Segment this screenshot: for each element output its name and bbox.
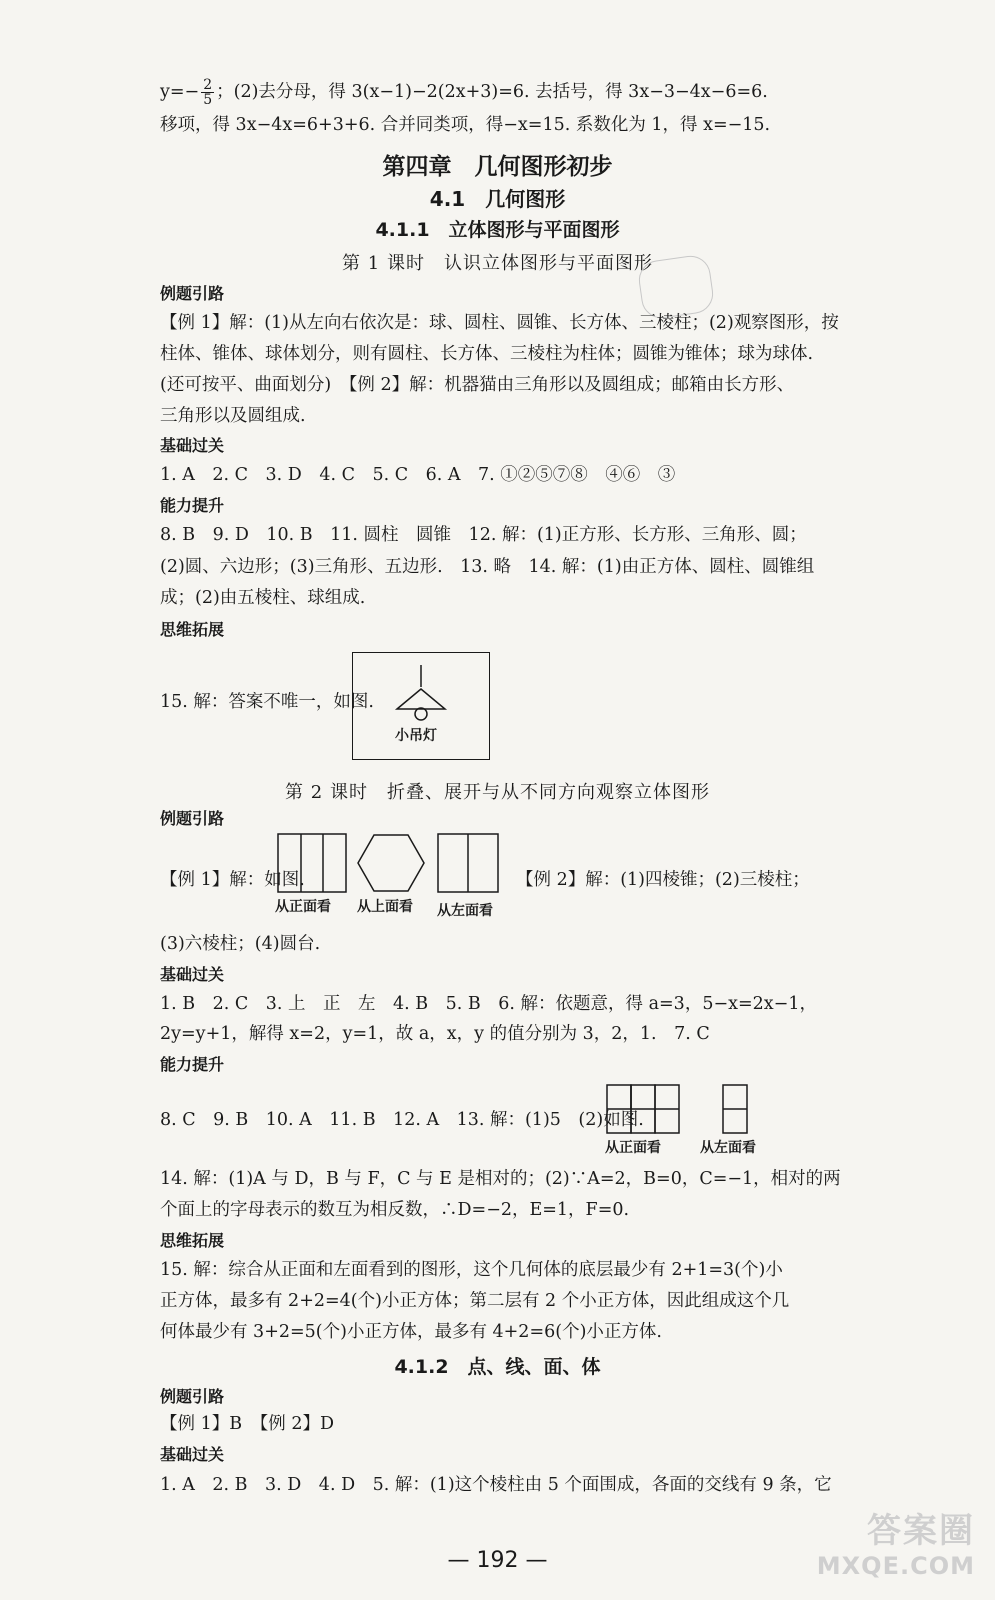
label-examples-1: 例题引路 — [160, 284, 225, 303]
subsection-title-1: 4.1.1 立体图形与平面图形 — [375, 219, 620, 241]
l1-ex-line-d: 三角形以及圆组成. — [160, 406, 306, 426]
label-basic-3: 基础过关 — [160, 1445, 225, 1464]
l2-q14-line-a: 14. 解：(1)A 与 D，B 与 F，C 与 E 是相对的；(2)∵A=2，B=0，C=−1，相对的两 — [160, 1169, 841, 1189]
top-view-figure — [356, 833, 426, 893]
chapter-title: 第四章 几何图形初步 — [382, 154, 613, 180]
lamp-caption: 小吊灯 — [395, 728, 437, 744]
watermark-bottom: MXQE.COM — [816, 1552, 975, 1580]
l1-ex-line-a: 【例 1】解：(1)从左向右依次是：球、圆柱、圆锥、长方体、三棱柱；(2)观察图形，按 — [160, 313, 839, 333]
front-view-figure — [277, 833, 347, 893]
label-thinking-2: 思维拓展 — [160, 1231, 225, 1250]
line1-post: ；(2)去分母，得 3(x−1)−2(2x+3)=6. 去括号，得 3x−3−4x−6=6. — [216, 82, 768, 102]
q13-left-grid — [722, 1084, 748, 1134]
label-thinking-1: 思维拓展 — [160, 620, 225, 639]
top-line-1 — [160, 78, 840, 107]
left-view-shape — [437, 833, 499, 893]
caption-top: 从上面看 — [357, 899, 413, 915]
label-basic-2: 基础过关 — [160, 965, 225, 984]
q13-front-grid — [606, 1084, 680, 1134]
l1-ability-line-b: (2)圆、六边形；(3)三角形、五边形. 13. 略 14. 解：(1)由正方体、圆柱、圆锥组 — [160, 557, 815, 577]
front-view-shape — [277, 833, 347, 893]
label-ability-1: 能力提升 — [160, 496, 225, 515]
label-basic-1: 基础过关 — [160, 436, 225, 455]
fraction — [201, 78, 214, 107]
left-view-figure — [437, 833, 499, 893]
q13-caption-front: 从正面看 — [605, 1140, 661, 1156]
watermark-top: 答案圈 — [867, 1511, 975, 1551]
label-examples-3: 例题引路 — [160, 1387, 225, 1406]
lamp-figure — [352, 652, 490, 760]
l2-basic-line-b: 2y=y+1，解得 x=2，y=1，故 a，x，y 的值分别为 3，2，1. 7. C — [160, 1024, 710, 1044]
l1-basic-answers: 1. A 2. C 3. D 4. C 5. C 6. A 7. ①②⑤⑦⑧ ④⑥ ③ — [160, 465, 676, 485]
frac-num: 2 — [203, 77, 213, 93]
caption-left: 从左面看 — [437, 903, 493, 919]
l2-ability-line: 8. C 9. B 10. A 11. B 12. A 13. 解：(1)5 (2)如图. — [160, 1110, 644, 1130]
site-watermark — [817, 1503, 975, 1580]
l2-basic-line-a: 1. B 2. C 3. 上 正 左 4. B 5. B 6. 解：依题意，得 a=3，5−x=2x−1， — [160, 994, 817, 1014]
q13-caption-left: 从左面看 — [700, 1140, 756, 1156]
l2-q14-line-b: 个面上的字母表示的数互为相反数，∴D=−2，E=1，F=0. — [160, 1200, 630, 1220]
q13-front-figure — [606, 1084, 680, 1134]
l2-q15-line-c: 何体最少有 3+2=5(个)小正方体，最多有 4+2=6(个)小正方体. — [160, 1322, 662, 1342]
l2-ex2-line-b: (3)六棱柱；(4)圆台. — [160, 934, 321, 954]
frac-den: 5 — [203, 92, 213, 108]
top-line-2: 移项，得 3x−4x=6+3+6. 合并同类项，得−x=15. 系数化为 1，得 x=−15. — [160, 115, 771, 135]
line1-pre: y=− — [160, 82, 200, 102]
l2-q15-line-b: 正方体，最多有 2+2=4(个)小正方体；第二层有 2 个小正方体，因此组成这个几 — [160, 1291, 790, 1311]
l2-ex2-line-a: 【例 2】解：(1)四棱锥；(2)三棱柱； — [516, 870, 810, 890]
l1-ability-line-c: 成；(2)由五棱柱、球组成. — [160, 588, 366, 608]
hexagon-shape — [356, 833, 426, 893]
lesson-2-title: 第 2 课时 折叠、展开与从不同方向观察立体图形 — [285, 782, 710, 803]
l1-q15: 15. 解：答案不唯一，如图. — [160, 692, 374, 712]
s412-basic: 1. A 2. B 3. D 4. D 5. 解：(1)这个棱柱由 5 个面围成，各面的交线有 9 条，它 — [160, 1475, 832, 1495]
label-ability-2: 能力提升 — [160, 1055, 225, 1074]
page-number: — 192 — — [447, 1548, 548, 1573]
l1-ex-line-c: (还可按平、曲面划分) 【例 2】解：机器猫由三角形以及圆组成；邮箱由长方形、 — [160, 375, 795, 395]
lesson-1-title: 第 1 课时 认识立体图形与平面图形 — [342, 253, 653, 274]
l1-ex-line-b: 柱体、锥体、球体划分，则有圆柱、长方体、三棱柱为柱体；圆锥为锥体；球为球体. — [160, 344, 814, 364]
q13-left-figure — [722, 1084, 748, 1134]
section-title: 4.1 几何图形 — [429, 187, 566, 211]
l2-ex1-lead: 【例 1】解：如图. — [160, 870, 305, 890]
subsection-title-2: 4.1.2 点、线、面、体 — [394, 1356, 601, 1378]
l1-ability-line-a: 8. B 9. D 10. B 11. 圆柱 圆锥 12. 解：(1)正方形、长方形、三角形、圆； — [160, 525, 807, 545]
caption-front: 从正面看 — [275, 899, 331, 915]
l2-q15-line-a: 15. 解：综合从正面和左面看到的图形，这个几何体的底层最少有 2+1=3(个)小 — [160, 1260, 783, 1280]
label-examples-2: 例题引路 — [160, 809, 225, 828]
s412-examples: 【例 1】B 【例 2】D — [160, 1414, 335, 1434]
